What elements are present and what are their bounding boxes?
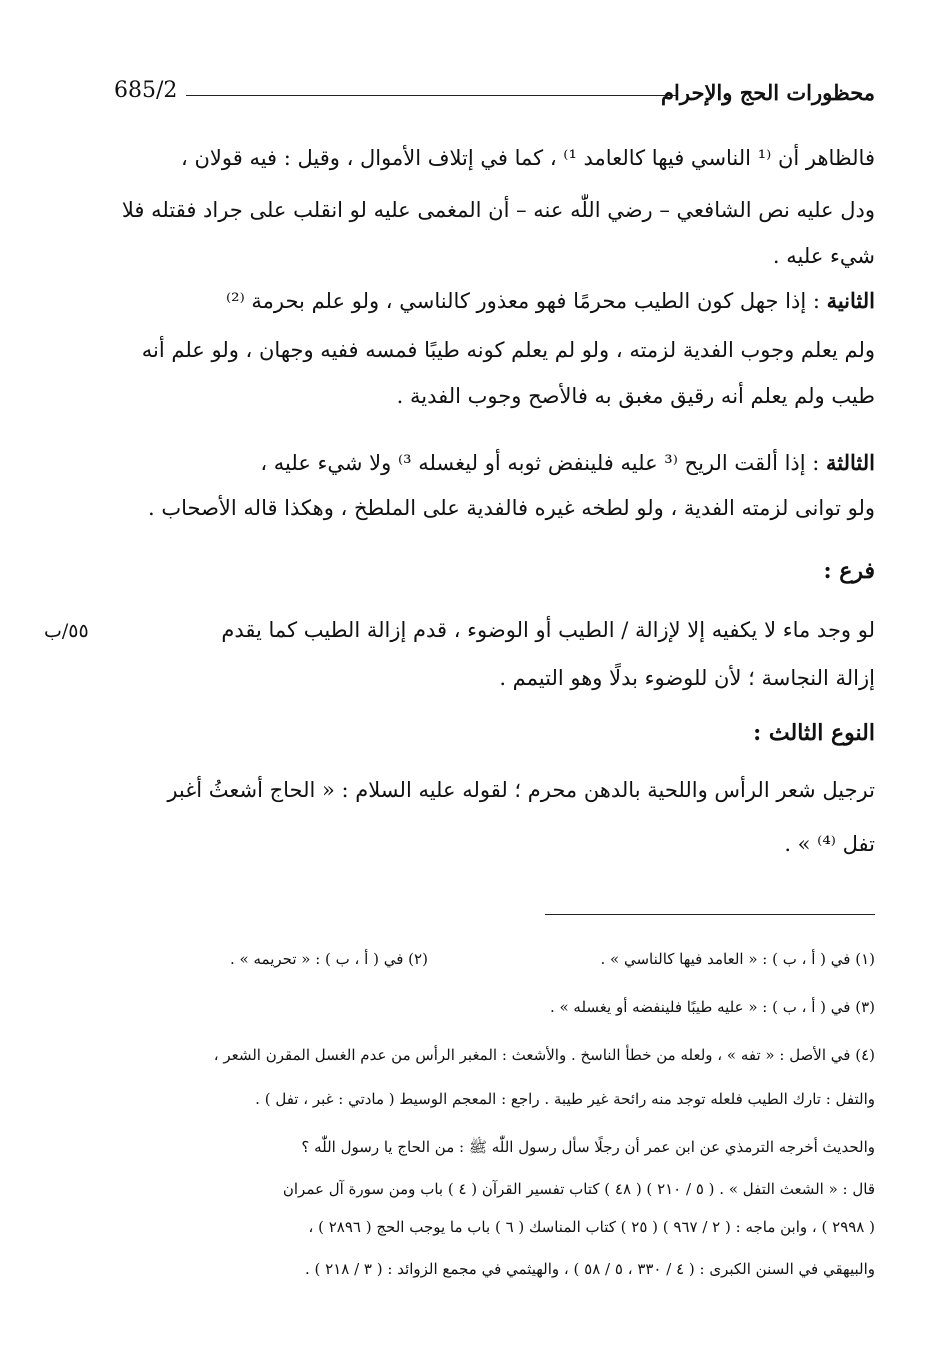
margin-note: ٥٥/ب	[44, 620, 89, 642]
header-rule	[186, 95, 678, 96]
running-title: محظورات الحج والإحرام	[661, 80, 875, 105]
branch-heading: فرع :	[823, 558, 875, 584]
footnote: قال : « الشعث التفل » . ( ٥ / ٢١٠ ) ( ٤٨ ) كتاب تفسير القرآن ( ٤ ) باب ومن سورة آل عمران	[282, 1180, 875, 1198]
footnote-rule	[545, 914, 875, 915]
paragraph-line: ترجيل شعر الرأس واللحية بالدهن محرم ؛ لقوله عليه السلام : « الحاج أشعثُ أغبر	[167, 778, 875, 802]
paragraph-line: ولم يعلم وجوب الفدية لزمته ، ولو لم يعلم كونه طيبًا فمسه ففيه وجهان ، ولو علم أنه	[141, 338, 875, 362]
subsection-heading: الثانية	[826, 288, 875, 313]
paragraph-line: طيب ولم يعلم أنه رقيق مغبق به فالأصح وجوب الفدية .	[396, 384, 875, 408]
footnote: والبيهقي في السنن الكبرى : ( ٤ / ٣٣٠ ، ٥ / ٥٨ ) ، والهيثمي في مجمع الزوائد : ( ٣ / ٢١٨ ) .	[305, 1260, 875, 1278]
subsection-heading: الثالثة	[826, 450, 875, 475]
paragraph-line: ودل عليه نص الشافعي – رضي اللّٰه عنه – أن المغمى عليه لو انقلب على جراد فقتله فلا	[121, 198, 875, 222]
section-heading: النوع الثالث :	[753, 720, 875, 746]
paragraph-text: : إذا ألقت الريح ⁽³ عليه فلينفض ثوبه أو ليغسله ³⁾ ولا شيء عليه ،	[260, 451, 827, 475]
footnote: والحديث أخرجه الترمذي عن ابن عمر أن رجلًا سأل رسول اللّٰه ﷺ : من الحاج يا رسول اللّٰه ؟	[301, 1138, 875, 1156]
paragraph-line: لو وجد ماء لا يكفيه إلا لإزالة / الطيب أو الوضوء ، قدم إزالة الطيب كما يقدم	[221, 618, 875, 642]
footnote: (٣) في ( أ ، ب ) : « عليه طيبًا فلينفضه أو يغسله » .	[549, 998, 875, 1016]
footnote: (١) في ( أ ، ب ) : « العامد فيها كالناسي » .	[600, 950, 875, 968]
footnote: (٢) في ( أ ، ب ) : « تحريمه » .	[230, 950, 428, 968]
paragraph-line	[260, 452, 875, 474]
paragraph-text: : إذا جهل كون الطيب محرمًا فهو معذور كالناسي ، ولو علم بحرمة ⁽²⁾	[225, 289, 827, 313]
footnote: ( ٢٩٩٨ ) ، وابن ماجه : ( ٢ / ٩٦٧ ) ( ٢٥ ) كتاب المناسك ( ٦ ) باب ما يوجب الحج ( ٢٨٩٦ ) ،	[308, 1218, 875, 1236]
paragraph-line: إزالة النجاسة ؛ لأن للوضوء بدلًا وهو التيمم .	[499, 666, 875, 690]
paragraph-line: تفل ⁽⁴⁾ » .	[784, 832, 875, 856]
paragraph-line: فالظاهر أن ⁽¹ الناسي فيها كالعامد ¹⁾ ، كما في إتلاف الأموال ، وقيل : فيه قولان ،	[181, 146, 875, 170]
footnote: (٤) في الأصل : « تفه » ، ولعله من خطأ الناسخ . والأشعث : المغبر الرأس من عدم الغسل المقرن الشعر ،	[213, 1046, 875, 1064]
paragraph-line: شيء عليه .	[772, 244, 875, 268]
paragraph-line: ولو توانى لزمته الفدية ، ولو لطخه غيره فالفدية على الملطخ ، وهكذا قاله الأصحاب .	[148, 496, 875, 520]
page-number: 685/2	[114, 78, 178, 103]
footnote: والتفل : تارك الطيب فلعله توجد منه رائحة غير طيبة . راجع : المعجم الوسيط ( مادتي : غبر ، تفل ) .	[255, 1090, 875, 1108]
paragraph-line	[226, 290, 875, 312]
